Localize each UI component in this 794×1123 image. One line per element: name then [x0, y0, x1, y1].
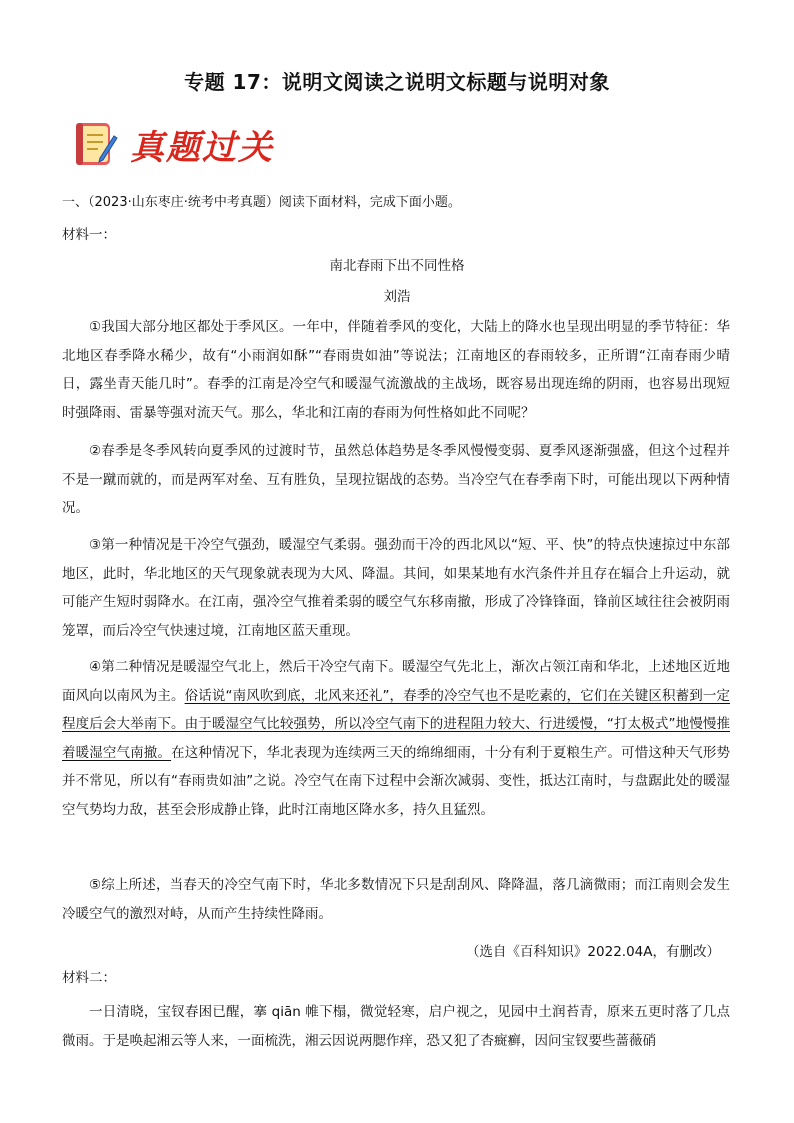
page-title: 专题 17：说明文阅读之说明文标题与说明对象 — [184, 70, 610, 94]
material1-label: 材料一： — [62, 227, 116, 243]
paragraph-4-start: ④第二种情况是暖湿空气北上，然后干冷空气南下。暖湿空气先北上，渐次占领江南和华北，上述地区近地面风向以南风为主。 — [62, 659, 730, 704]
paragraph-4-end: 在这种情况下，华北表现为连续两三天的绵绵细雨，十分有利于夏粮生产。可惜这种天气形势并不常见，所以有“春雨贵如油”之说。冷空气在南下过程中会渐次减弱、变性，抵达江南时，与盘踞此处的暖湿空气势均力敌，甚至会形成静止锋，此时江南地区降水多，持久且猛烈。 — [62, 744, 731, 818]
paragraph-2: ②春季是冬季风转向夏季风的过渡时节，虽然总体趋势是冬季风慢慢变弱、夏季风逐渐强盛，但这个过程并不是一蹴而就的，而是两军对垒、互有胜负，呈现拉锯战的态势。当冷空气在春季南下时，可能出现以下两种情况。 — [62, 443, 730, 516]
paragraph-1: ①我国大部分地区都处于季风区。一年中，伴随着季风的变化，大陆上的降水也呈现出明显的季节特征：华北地区春季降水稀少，故有“小雨润如酥”“春雨贵如油”等说法；江南地区的春雨较多，正所谓“江南春雨少晴日，露坐青天能几时”。春季的江南是冷空气和暖湿气流激战的主战场，既容易出现连绵的阴雨，也容易出现短时强降雨、雷暴等强对流天气。那么，华北和江南的春雨为何性格如此不同呢？ — [62, 319, 730, 421]
article-source: （选自《百科知识》2022.04A，有删改） — [465, 944, 720, 960]
article-title: 南北春雨下出不同性格 — [329, 258, 465, 274]
paragraph-4 — [62, 653, 730, 824]
material2-label: 材料二： — [62, 970, 116, 986]
underlined-passage: 俗话说“南风吹到底，北风来还礼”，春季的冷空气也不是吃素的，它们在关键区积蓄到一定程度后会大举南下。由于暖湿空气比较强势，所以冷空气南下的进程阻力较大、行进缓慢，“打太极式”地慢慢推着暖湿空气南撤。 — [62, 687, 730, 761]
article-author: 刘浩 — [383, 289, 411, 305]
paragraph-5: ⑤综上所述，当春天的冷空气南下时，华北多数情况下只是刮刮风、降降温，落几滴微雨；而江南则会发生冷暖空气的激烈对峙，从而产生持续性降雨。 — [62, 877, 730, 922]
material2-paragraph: 一日清晓，宝钗春困已醒，搴 qiān 帷下榻，微觉轻寒，启户视之，见园中土润苔青，原来五更时落了几点微雨。于是唤起湘云等人来，一面梳洗，湘云因说两腮作痒，恐又犯了杏癍癣，因问宝钗要些蔷薇硝 — [62, 1004, 730, 1049]
section-banner — [74, 118, 274, 170]
question-intro: 一、（2023·山东枣庄·统考中考真题）阅读下面材料，完成下面小题。 — [62, 195, 461, 210]
banner-title: 真题过关 — [130, 127, 274, 168]
notebook-pen-icon — [74, 120, 118, 168]
paragraph-3: ③第一种情况是干冷空气强劲，暖湿空气柔弱。强劲而干冷的西北风以“短、平、快”的特点快速掠过中东部地区，此时，华北地区的天气现象就表现为大风、降温。其间，如果某地有水汽条件并且存在辐合上升运动，就可能产生短时弱降水。在江南，强冷空气推着柔弱的暖空气东移南撤，形成了冷锋锋面，锋前区域往往会被阴雨笼罩，而后冷空气快速过境，江南地区蓝天重现。 — [62, 537, 730, 639]
